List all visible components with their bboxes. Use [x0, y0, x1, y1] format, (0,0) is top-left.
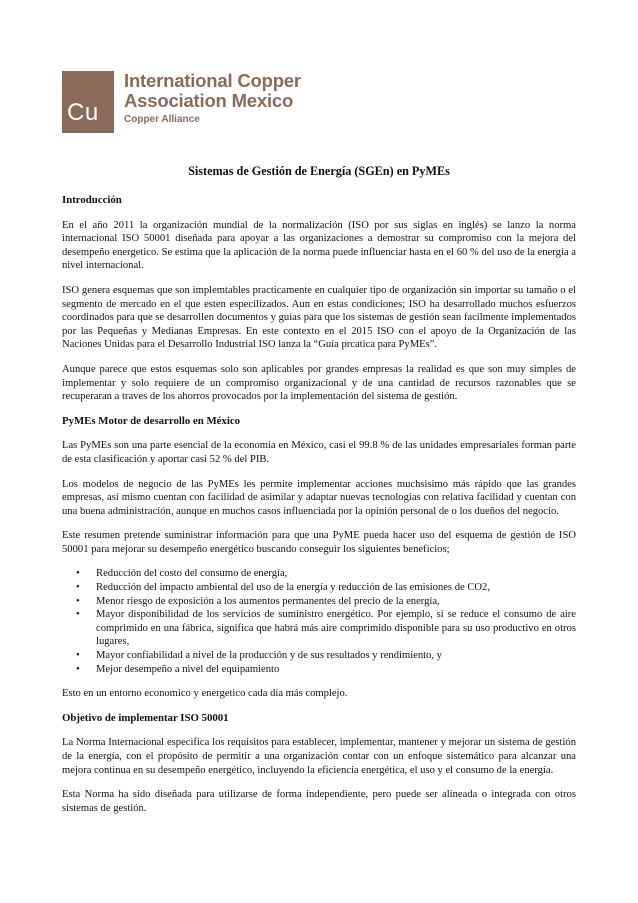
paragraph: Esta Norma ha sido diseñada para utilizarse de forma independiente, pero puede ser alineada o integrada con otros sistemas de gestión.	[62, 789, 576, 814]
paragraph: En el año 2011 la organización mundial de la normalización (ISO por sus siglas en inglés) se lanzo la norma internacional ISO 50001 diseñada para apoyar a las organizaciones a demostrar su compromiso con la mejora del desempeño energetico. Se estima que la aplicación de la norma puede influenciar hasta en el 60 % del uso de la energía a nivel internacional.	[62, 219, 576, 272]
list-item-text: Reducción del costo del consumo de energía,	[96, 568, 288, 580]
cu-logo-mark	[62, 71, 114, 133]
logo-line-2: Association Mexico	[124, 90, 294, 111]
paragraph: Los modelos de negocio de las PyMEs les permite implementar acciones muchsisimo más rápido que las grandes empresas, así mismo cuentan con facilidad de asimilar y adaptar nuevas tecnologías con relativa facilidad y cuentan con una buena administración, aunque en muchos casos influenciada por la opinión personal de o los dueños del negocio.	[62, 478, 576, 517]
logo-line-1: International Copper	[124, 70, 301, 91]
bullet-icon: •	[76, 568, 80, 580]
logo-line-3: Copper Alliance	[124, 114, 200, 125]
list-item-text: Menor riesgo de exposición a los aumentos permanentes del precio de la energía,	[96, 595, 440, 607]
paragraph: Este resumen pretende suministrar información para que una PyME pueda hacer uso del esquema de gestión de ISO 50001 para mejorar su desempeño energético buscando conseguir los siguientes beneficios;	[62, 530, 576, 555]
bullet-icon: •	[76, 609, 80, 621]
benefits-list	[62, 567, 576, 676]
paragraph: Aunque parece que estos esquemas solo son aplicables por grandes empresas la realidad es que son muy simples de implementar y solo requiere de un compromiso organizacional y de una cantidad de recursos razonables que se recuperaran a traves de los ahorros provocados por la implementación del sistema de gestión.	[62, 363, 576, 403]
bullet-icon: •	[76, 663, 80, 675]
bullet-icon: •	[76, 595, 80, 607]
heading-introduccion: Introducción	[62, 194, 122, 206]
list-item	[62, 649, 576, 663]
heading-objetivo-iso: Objetivo de implementar ISO 50001	[62, 711, 229, 724]
bullet-icon: •	[76, 582, 80, 594]
list-item	[62, 663, 576, 677]
list-item	[62, 595, 576, 609]
paragraph: Las PyMEs son una parte esencial de la economía en México, casi el 99.8 % de las unidades empresariales forman parte de esta clasificación y aportar casi 52 % del PIB.	[62, 440, 576, 465]
paragraph: La Norma Internacional especifica los requisitos para establecer, implementar, mantener y mejorar un sistema de gestión de la energía, con el propósito de permitir a una organización contar con un enfoque sistemático para alcanzar una mejora continua en su desempeño energético, incluyendo la eficiencia energética, el uso y el consumo de la energía.	[62, 737, 576, 776]
list-item	[62, 581, 576, 595]
list-item-text: Reducción del impacto ambiental del uso de la energía y reducción de las emisiones de CO2,	[96, 582, 491, 594]
list-item-text: Mayor disponibilidad de los servicios de suministro energético. Por ejemplo, si se reduce el consumo de aire comprimido en una fábrica, significa que habrá más aire comprimido disponible para su uso productivo en otros lugares,	[96, 609, 576, 648]
closing-paragraph: Esto en un entorno economico y energetico cada día más complejo.	[62, 688, 348, 700]
logo-wordmark	[124, 71, 301, 133]
bullet-icon: •	[76, 650, 80, 662]
list-item	[62, 567, 576, 581]
document-body	[62, 164, 576, 826]
list-item-text: Mayor confiabilidad a nivel de la producción y de sus resultados y rendimiento, y	[96, 650, 442, 662]
document-title: Sistemas de Gestión de Energía (SGEn) en PyMEs	[188, 164, 450, 178]
list-item-text: Mejor desempeño a nivel del equipamiento	[96, 663, 280, 675]
list-item	[62, 608, 576, 649]
ica-logo	[62, 71, 301, 133]
heading-pymes-motor: PyMEs Motor de desarrollo en México	[62, 414, 241, 427]
paragraph: ISO genera esquemas que son implemtables practicamente en cualquier tipo de organización sin importar su tamaño o el segmento de mercado en el que esten especilizados. Aun en estas condiciones; ISO ha desarrollado muchos esfuerzos coordinados para que se desarrollen documentos y guías para que los sistemas de gestión sean facilmente implementados por las Pequeñas y Medianas Empresas. En este contexto en el 2015 ISO con el apoyo de la Organización de las Naciones Unidas para el Desarrollo Industrial ISO lanza la “Guía prcatica para PyMEs”.	[62, 284, 576, 351]
logo-mark-text: Cu	[67, 99, 99, 126]
